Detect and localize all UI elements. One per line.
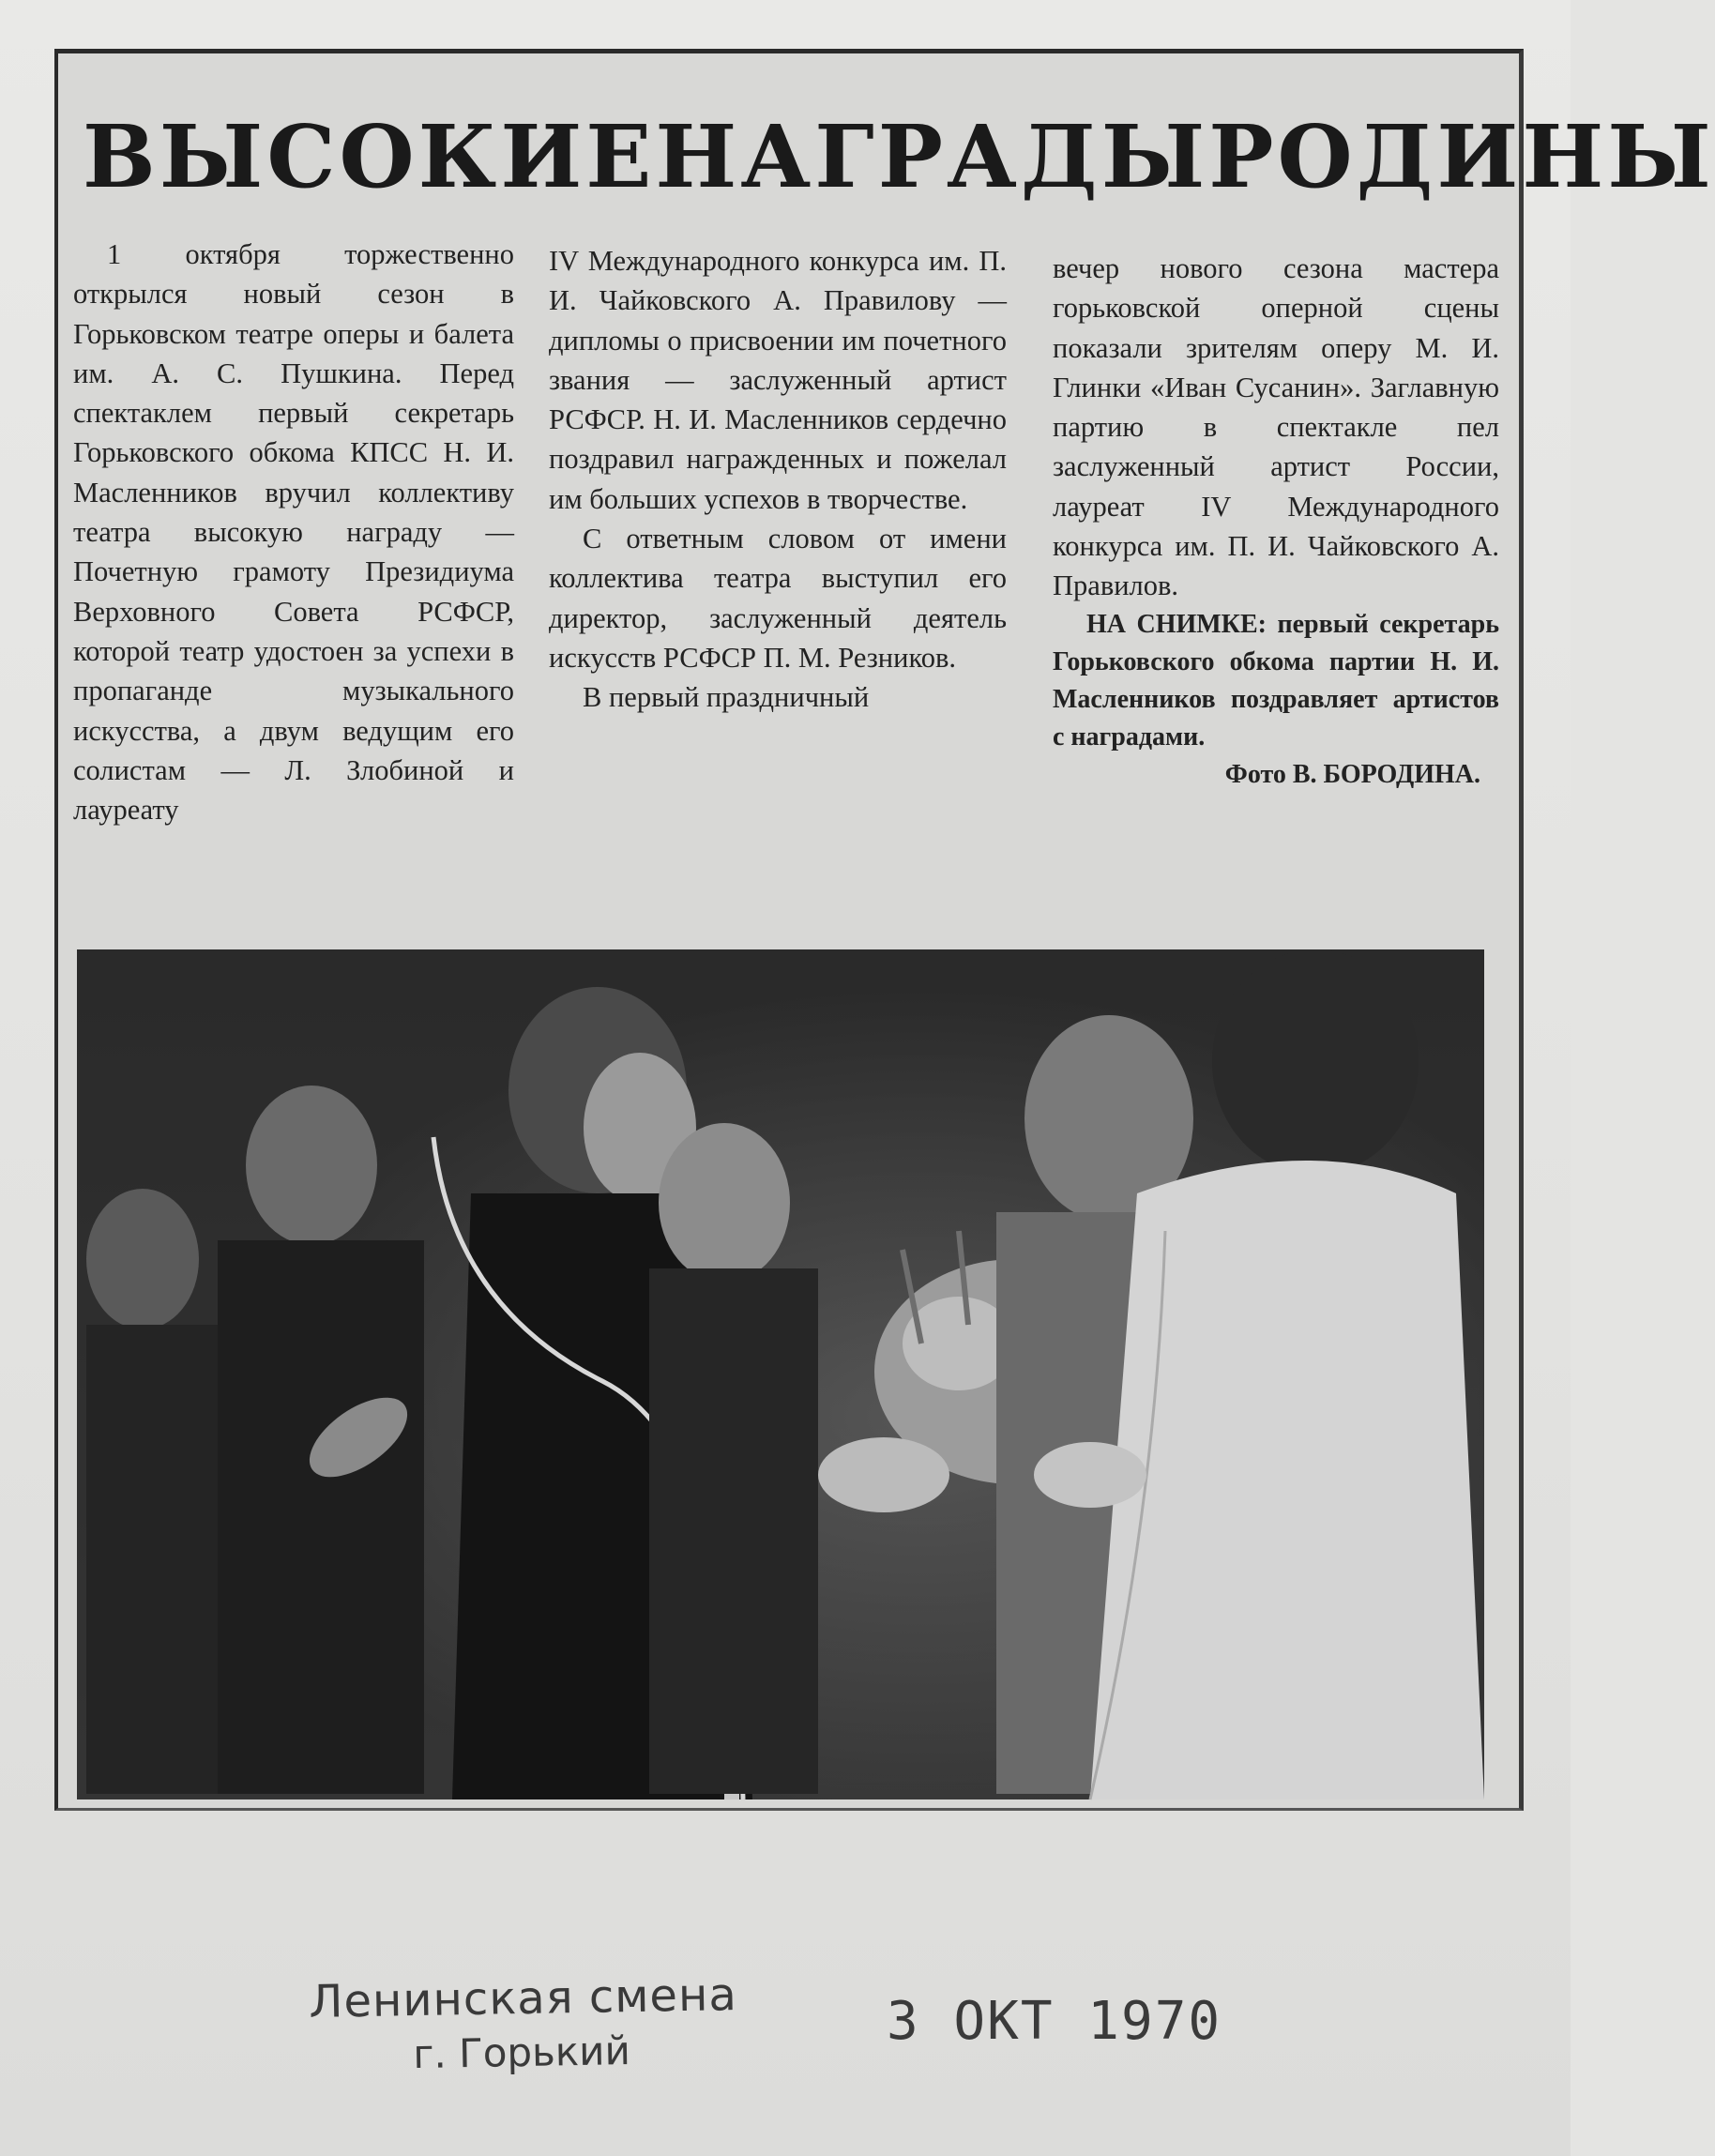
headline-word-1: ВЫСОКИЕ bbox=[83, 106, 656, 207]
article-paragraph: С ответным словом от имени коллектива театра выступил его директор, заслуженный деятель искусств РСФСР П. М. Резников. bbox=[549, 523, 1007, 674]
news-photo bbox=[77, 949, 1484, 1799]
stamp-newspaper-name: Ленинская смена bbox=[308, 1968, 738, 2029]
article-paragraph: 1 октября торжественно открылся новый сезон в Горьковском театре оперы и балета им. А. С. Пушкина. Перед спектаклем первый секретарь Горьковского обкома КПСС Н. И. Масленников вручил коллективу театра высокую награду — Почетную грамоту Президиума Верховного Совета РСФСР, которой театр удостоен за успехи в пропаганде музыкального искусства, а двум ведущим его солистам — Л. Злобиной и лауреату bbox=[73, 238, 514, 827]
photo-credit: Фото В. БОРОДИНА. bbox=[1224, 759, 1480, 789]
article-column-2 bbox=[549, 241, 1007, 718]
article-paragraph: IV Международного конкурса им. П. И. Чайковского А. Правилову — дипломы о присвоении им почетного звания — заслуженный артист РСФСР. Н. И. Масленников сердечно поздравил награжденных и пожелал им больших успехов в творчестве. bbox=[549, 245, 1007, 515]
date-stamp: 3 ОКТ 1970 bbox=[887, 1991, 1222, 2052]
article-column-1 bbox=[73, 235, 514, 829]
stamp-city: г. Горький bbox=[412, 2027, 631, 2078]
headline-word-2: НАГРАДЫ bbox=[655, 106, 1209, 207]
headline bbox=[83, 105, 1715, 208]
photo-caption: НА СНИМКЕ: первый секретарь Горьковского обкома партии Н. И. Масленников поздравляет артистов с наградами. bbox=[1053, 609, 1499, 752]
photo-illustration bbox=[77, 949, 1484, 1799]
article-column-3 bbox=[1053, 249, 1499, 794]
article-paragraph: вечер нового сезона мастера горьковской оперной сцены показали зрителям оперу М. И. Глинки «Иван Сусанин». Заглавную партию в спектакле пел заслуженный артист России, лауреат IV Международного конкурса им. П. И. Чайковского А. Правилов. bbox=[1053, 252, 1499, 602]
newspaper-stamp bbox=[309, 1966, 742, 2105]
article-paragraph: В первый праздничный bbox=[583, 681, 870, 714]
headline-word-3: РОДИНЫ bbox=[1208, 106, 1715, 207]
